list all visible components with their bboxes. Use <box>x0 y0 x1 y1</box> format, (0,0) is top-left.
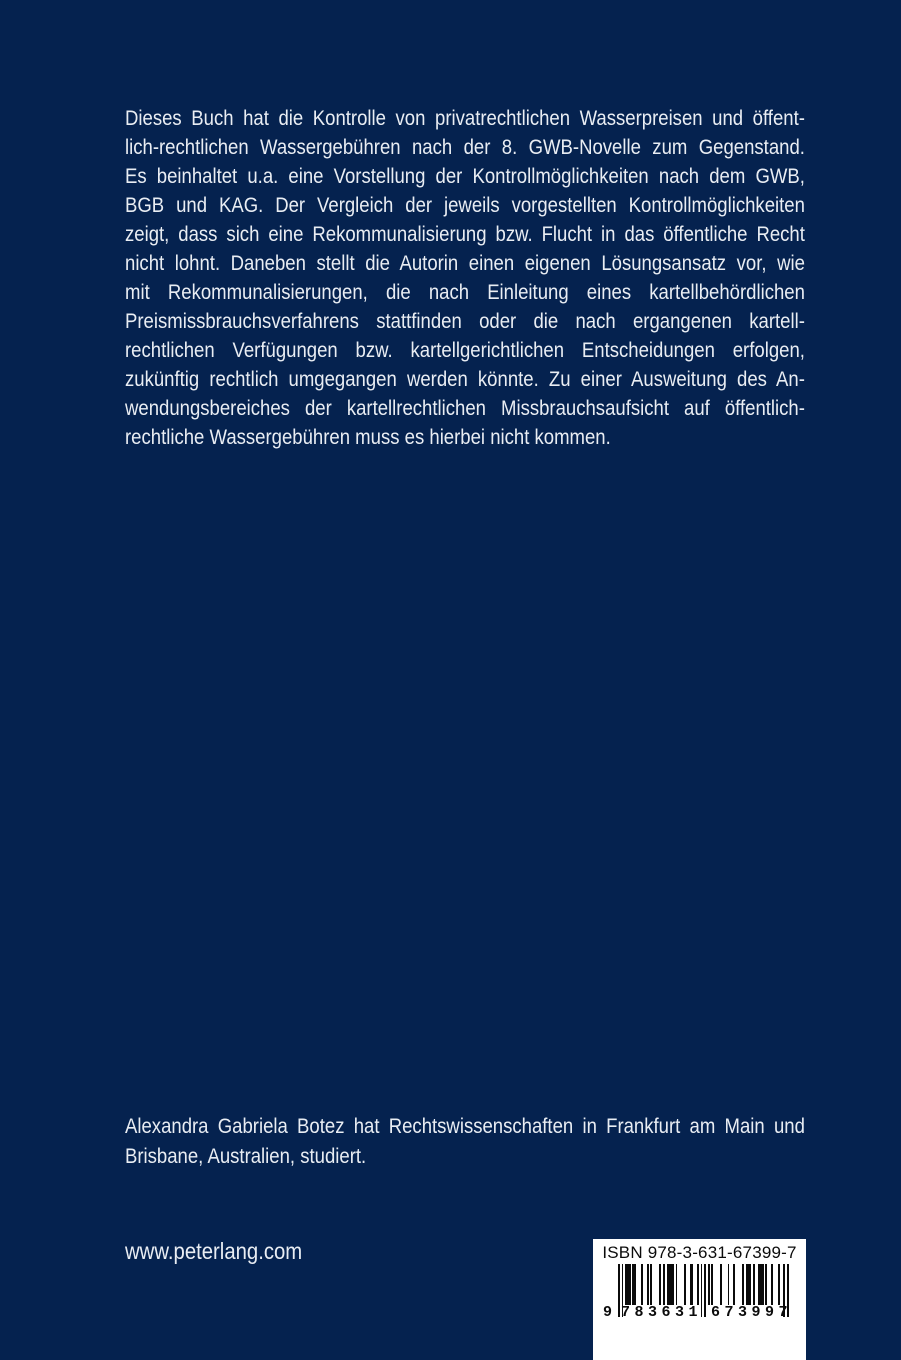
blurb-line: rechtliche Wassergebühren muss es hierbei nicht kommen. <box>125 426 611 449</box>
blurb-line: rechtlichen Verfügungen bzw. kartellgerichtlichen Entscheidungen erfolgen, <box>125 339 805 362</box>
ean-digits-left: 783631 <box>620 1304 702 1321</box>
blurb-line: wendungsbereiches der kartellrechtlichen Missbrauchsaufsicht auf öffentlich- <box>125 397 805 420</box>
isbn-panel <box>593 1239 806 1360</box>
ean-digits <box>603 1305 792 1320</box>
publisher-website-link[interactable]: www.peterlang.com <box>125 1238 303 1264</box>
blurb-line: Es beinhaltet u.a. eine Vorstellung der Kontrollmöglichkeiten nach dem GWB, <box>125 165 805 188</box>
blurb-line: zeigt, dass sich eine Rekommunalisierung bzw. Flucht in das öffentliche Recht <box>125 223 805 246</box>
blurb-line: zukünftig rechtlich umgegangen werden könnte. Zu einer Ausweitung des An- <box>125 368 805 391</box>
author-bio <box>125 1112 805 1172</box>
ean-digit-first: 9 <box>603 1304 613 1321</box>
bio-line: Brisbane, Australien, studiert. <box>125 1145 367 1168</box>
blurb-line: lich-rechtlichen Wassergebühren nach der 8. GWB-Novelle zum Gegenstand. <box>125 136 805 159</box>
blurb-line: mit Rekommunalisierungen, die nach Einleitung eines kartellbehördlichen <box>125 281 805 304</box>
ean-digits-right: 673997 <box>710 1304 792 1321</box>
bio-line: Alexandra Gabriela Botez hat Rechtswissenschaften in Frankfurt am Main und <box>125 1115 805 1138</box>
blurb-line: nicht lohnt. Daneben stellt die Autorin einen eigenen Lösungsansatz vor, wie <box>125 252 805 275</box>
blurb-line: Preismissbrauchsverfahrens stattfinden oder die nach ergangenen kartell- <box>125 310 805 333</box>
blurb <box>125 104 805 452</box>
blurb-line: BGB und KAG. Der Vergleich der jeweils vorgestellten Kontrollmöglichkeiten <box>125 194 805 217</box>
blurb-line: Dieses Buch hat die Kontrolle von privatrechtlichen Wasserpreisen und öffent- <box>125 107 805 130</box>
isbn-label: ISBN 978-3-631-67399-7 <box>602 1243 797 1262</box>
